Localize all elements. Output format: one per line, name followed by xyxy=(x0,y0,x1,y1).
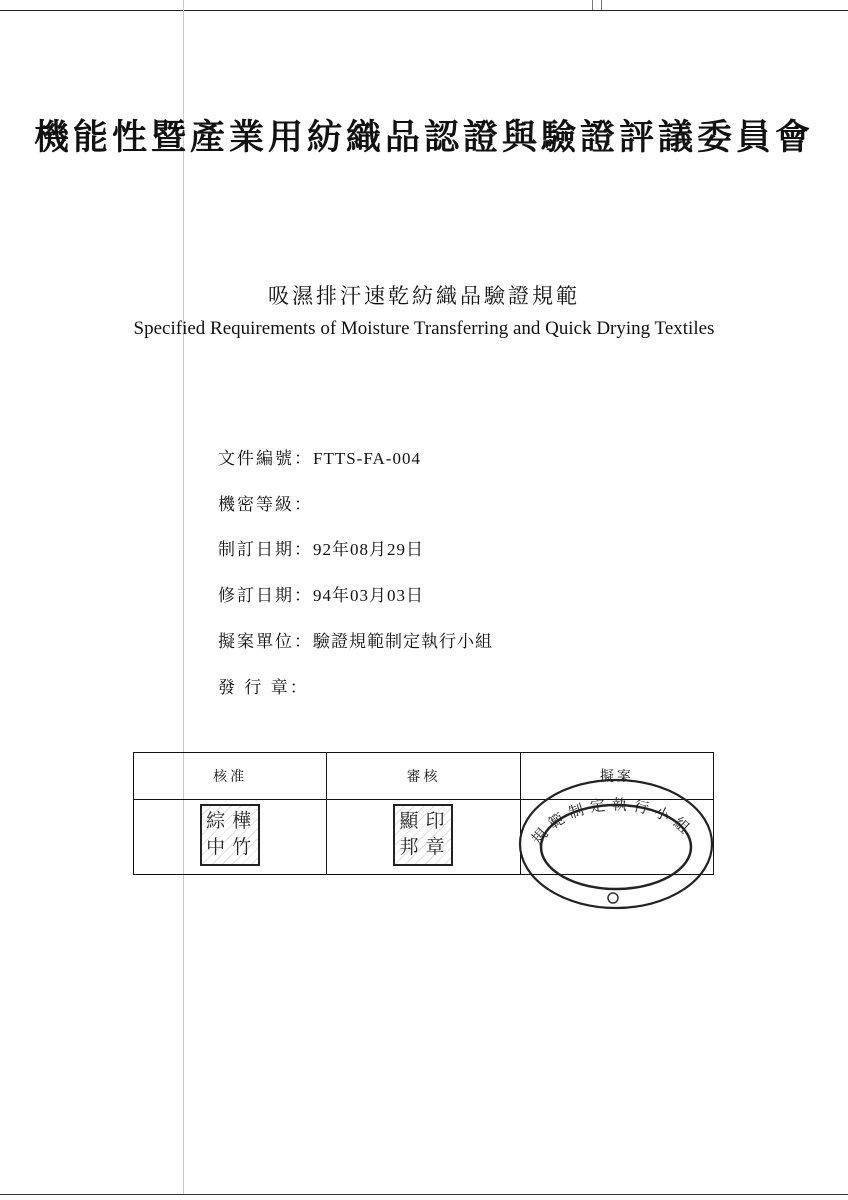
field-secrecy xyxy=(218,490,313,515)
field-doc-number xyxy=(218,444,421,469)
committee-heading: 機能性暨產業用紡織品認證與驗證評議委員會 xyxy=(33,117,814,158)
field-issue-seal xyxy=(218,673,309,698)
field-established-date xyxy=(218,535,424,560)
draft-seal-cell xyxy=(520,800,713,875)
header-approve: 核准 xyxy=(134,753,327,800)
field-label: 文件編號： xyxy=(218,449,313,469)
header-draft: 擬案 xyxy=(520,753,713,800)
field-revised-date xyxy=(218,581,424,606)
field-value: 94年03月03日 xyxy=(313,586,424,605)
scan-fold-line xyxy=(183,0,184,1194)
field-label: 修訂日期： xyxy=(218,586,313,606)
field-label: 制訂日期： xyxy=(218,540,313,560)
approval-header-row xyxy=(134,753,714,800)
field-label: 擬案單位： xyxy=(218,632,313,652)
flower-emblem-icon xyxy=(608,893,618,903)
scan-tick xyxy=(592,0,593,10)
seal-char: 章 xyxy=(425,836,445,858)
scan-tick xyxy=(601,0,602,10)
field-drafting-unit xyxy=(218,627,493,652)
field-value: 92年08月29日 xyxy=(313,540,424,559)
reviewer-seal xyxy=(393,804,453,866)
seal-char: 顯 xyxy=(399,810,419,832)
approval-table xyxy=(133,752,714,875)
approve-seal-cell xyxy=(134,800,327,875)
seal-char: 綜 xyxy=(206,810,226,832)
approval-seal-row xyxy=(134,800,714,875)
approver-seal xyxy=(200,804,260,866)
field-label: 機密等級： xyxy=(218,495,313,515)
scan-edge-bottom xyxy=(0,1194,848,1195)
field-label: 發 行 章： xyxy=(218,678,309,698)
header-review: 審核 xyxy=(327,753,520,800)
stamp-text: 規範制定執行小組 xyxy=(527,795,698,848)
scan-edge-top xyxy=(0,10,848,11)
seal-char: 中 xyxy=(206,836,226,858)
seal-char: 印 xyxy=(425,810,445,832)
title-chinese: 吸濕排汗速乾紡織品驗證規範 xyxy=(268,284,580,308)
seal-char: 樺 xyxy=(232,810,252,832)
title-english: Specified Requirements of Moisture Transferring and Quick Drying Textiles xyxy=(133,318,715,339)
field-value: 驗證規範制定執行小組 xyxy=(313,632,493,651)
seal-char: 邦 xyxy=(399,836,419,858)
review-seal-cell xyxy=(327,800,520,875)
field-value: FTTS-FA-004 xyxy=(313,449,421,468)
seal-char: 竹 xyxy=(232,836,252,858)
